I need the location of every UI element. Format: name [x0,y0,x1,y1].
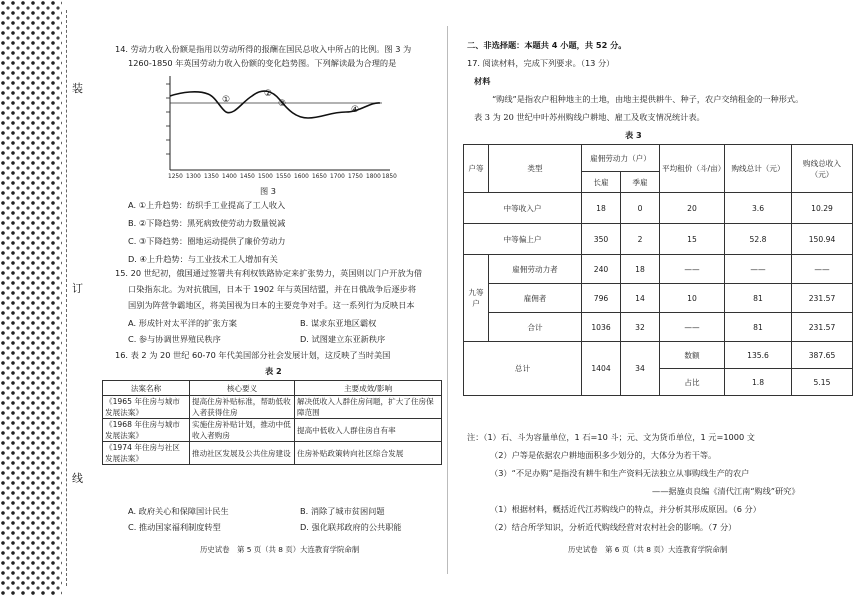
table-cell: 18 [582,193,621,224]
table-cell: 雇佣劳动力者 [489,255,582,284]
table-cell: 81 [725,284,792,313]
table-cell: 数额 [660,342,725,369]
chart-trend-line [170,91,380,118]
table-cell: 14 [621,284,660,313]
binding-margin-pattern [0,0,62,596]
page-divider [447,26,448,574]
table-cell: —— [792,255,853,284]
table-cell: 32 [621,313,660,342]
table-cell: 240 [582,255,621,284]
svg-text:1700: 1700 [330,174,345,180]
q14-stem-line2: 1260-1850 年英国劳动力收入份额的变化趋势图。下列解读最为合理的是 [128,58,397,68]
table-cell: 0 [621,193,660,224]
table3-label: 表 3 [625,130,642,140]
q17-requirement-2: （2）结合所学知识，分析近代购线经营对农村社会的影响。（7 分） [490,522,737,532]
svg-text:1600: 1600 [294,174,309,180]
q16-table [102,380,442,465]
q17-requirement-1: （1）根据材料，概括近代江苏购线户的特点，并分析其形成原因。（6 分） [490,504,761,514]
chart-marker-3: ③ [278,99,287,109]
table-cell: 135.6 [725,342,792,369]
table-cell: 提高住房补贴标准，帮助低收入者获得住房 [190,396,295,419]
note-1: 注：（1）石、斗为容量单位，1 石=10 斗；元、文为货币单位，1 元=1000 文 [467,432,755,442]
table-header-cell: 主要成效/影响 [295,381,442,396]
svg-text:1250: 1250 [168,174,183,180]
table-row [464,284,853,313]
svg-text:1450: 1450 [240,174,255,180]
table-row [103,396,442,419]
table-cell: 推动社区发展及公共住房建设 [190,442,295,465]
table-cell: 350 [582,224,621,255]
table-cell: 15 [660,224,725,255]
table-cell: 5.15 [792,369,853,396]
table-cell: 10 [660,284,725,313]
note-3: （3）“不足办购”是指没有耕牛和生产资料无法独立从事购线生产的农户 [490,468,750,478]
chart-y-ticks [166,84,170,154]
table-cell: 20 [660,193,725,224]
table-cell: 3.6 [725,193,792,224]
svg-text:1500: 1500 [258,174,273,180]
section2-title: 二、非选择题：本题共 4 小题，共 52 分。 [467,40,627,50]
table-header-cell: 长雇 [582,172,621,193]
table-cell: 34 [621,342,660,396]
q14-trend-chart [150,72,395,184]
chart-marker-2: ② [264,89,273,99]
table-cell: 实施住房补贴计划，推动中低收入者购房 [190,419,295,442]
q16-option-a: A. 政府关心和保障国计民生 [128,506,229,516]
q17-stem: 17. 阅读材料，完成下列要求。（13 分） [467,58,615,68]
table-cell: —— [660,255,725,284]
table-header-cell: 平均租价（斗/亩） [660,145,725,193]
svg-text:1300: 1300 [186,174,201,180]
binding-char-zhuang: 装 [72,82,83,95]
chart-marker-1: ① [222,95,231,105]
q15-option-c: C. 参与协调世界殖民秩序 [128,334,221,344]
table-cell: 2 [621,224,660,255]
q14-option-b: B. ②下降趋势：黑死病致使劳动力数量锐减 [128,218,286,228]
table-cell: 150.94 [792,224,853,255]
q14-stem-line1: 14. 劳动力收入份额是指用以劳动所得的报酬在国民总收入中所占的比例。图 3 为 [115,44,412,54]
binding-cut-line [66,10,67,586]
table-cell: 总计 [464,342,582,396]
q16-table-label: 表 2 [265,366,282,376]
table-cell: 《1974 年住房与社区发展法案》 [103,442,190,465]
table-cell: 合计 [489,313,582,342]
table-header-cell: 购线总收入（元） [792,145,853,193]
table-cell: 中等偏上户 [464,224,582,255]
table-cell: 解决低收入人群住房问题，扩大了住房保障范围 [295,396,442,419]
table-cell: 52.8 [725,224,792,255]
material-para1: “购线”是指农户租种地主的土地，由地主提供耕牛、种子，农户交纳租金的一种形式。 [492,94,804,104]
svg-text:1650: 1650 [312,174,327,180]
table-row [464,313,853,342]
table-cell: 《1968 年住房与城市发展法案》 [103,419,190,442]
table-cell: 中等收入户 [464,193,582,224]
q14-option-a: A. ①上升趋势：纺织手工业提高了工人收入 [128,200,286,210]
table-header-row [464,145,853,172]
table-cell: —— [725,255,792,284]
svg-text:1800: 1800 [366,174,381,180]
table-row [464,224,853,255]
material-para2: 表 3 为 20 世纪中叶苏州购线户耕地、雇工及收支情况统计表。 [474,112,705,122]
table-cell: 18 [621,255,660,284]
q16-option-b: B. 消除了城市贫困问题 [300,506,385,516]
svg-text:1750: 1750 [348,174,363,180]
table-cell: 81 [725,313,792,342]
table-cell: 1036 [582,313,621,342]
table-cell: 1.8 [725,369,792,396]
q15-stem-line3: 国别为阵营争霸地区，将美国视为日本的主要竞争对手。这一系列行为反映日本 [128,300,415,310]
q16-option-c: C. 推动国家福利制度转型 [128,522,221,532]
table-header-cell: 雇佣劳动力（户） [582,145,660,172]
svg-text:1400: 1400 [222,174,237,180]
table-header-cell: 法案名称 [103,381,190,396]
page-footer-left: 历史试卷 第 5 页（共 8 页）大连教育学院命制 [200,545,360,554]
table3 [463,144,853,396]
binding-char-xian: 线 [72,472,83,485]
chart-x-tick-labels [168,174,397,180]
chart-marker-4: ④ [351,105,360,115]
q15-stem-line1: 15. 20 世纪初，俄国通过签署共有利权铁路协定来扩张势力，英国则以门户开放为借 [115,268,423,278]
table-header-cell: 季雇 [621,172,660,193]
table-cell: 10.29 [792,193,853,224]
table-cell: —— [660,313,725,342]
table-row [464,255,853,284]
table-header-cell: 核心要义 [190,381,295,396]
table-cell: 《1965 年住房与城市发展法案》 [103,396,190,419]
table-cell: 九等户 [464,255,489,342]
table-header-cell: 类型 [489,145,582,193]
table-row [464,193,853,224]
svg-text:1550: 1550 [276,174,291,180]
page-footer-right: 历史试卷 第 6 页（共 8 页）大连教育学院命制 [568,545,728,554]
table-header-cell: 户等 [464,145,489,193]
svg-text:1350: 1350 [204,174,219,180]
q16-option-d: D. 强化联邦政府的公共职能 [300,522,402,532]
svg-text:1850: 1850 [382,174,397,180]
table-header-cell: 购线总计（元） [725,145,792,193]
table-cell: 住房补贴政策转向社区综合发展 [295,442,442,465]
table-cell: 1404 [582,342,621,396]
q15-stem-line2: 口染指东北。为对抗俄国，日本于 1902 年与英国结盟，并在日俄战争后逐步将 [128,284,417,294]
table-cell: 提高中低收入人群住房自有率 [295,419,442,442]
note-2: （2）户等是依据农户耕地面积多少划分的，大体分为若干等。 [490,450,717,460]
table-row [464,342,853,369]
q14-option-d: D. ④上升趋势：与工业技术工人增加有关 [128,254,278,264]
q14-option-c: C. ③下降趋势：圈地运动提供了廉价劳动力 [128,236,286,246]
table-cell: 387.65 [792,342,853,369]
table-header-row [103,381,442,396]
material-label: 材料 [474,76,491,86]
q16-stem: 16. 表 2 为 20 世纪 60-70 年代美国部分社会发展计划，这反映了当时美国 [115,350,391,360]
binding-char-ding: 订 [72,282,83,295]
material-source: ——据施贞良编《清代江南“购线”研究》 [652,486,800,496]
q14-figure-label: 图 3 [260,186,276,196]
table-row [103,419,442,442]
table-cell: 231.57 [792,313,853,342]
table-cell: 占比 [660,369,725,396]
q15-option-d: D. 试图建立东亚新秩序 [300,334,386,344]
table-cell: 231.57 [792,284,853,313]
table-cell: 雇佣者 [489,284,582,313]
q15-option-b: B. 谋求东亚地区霸权 [300,318,377,328]
table-row [103,442,442,465]
table-cell: 796 [582,284,621,313]
q15-option-a: A. 形成针对太平洋的扩张方案 [128,318,237,328]
